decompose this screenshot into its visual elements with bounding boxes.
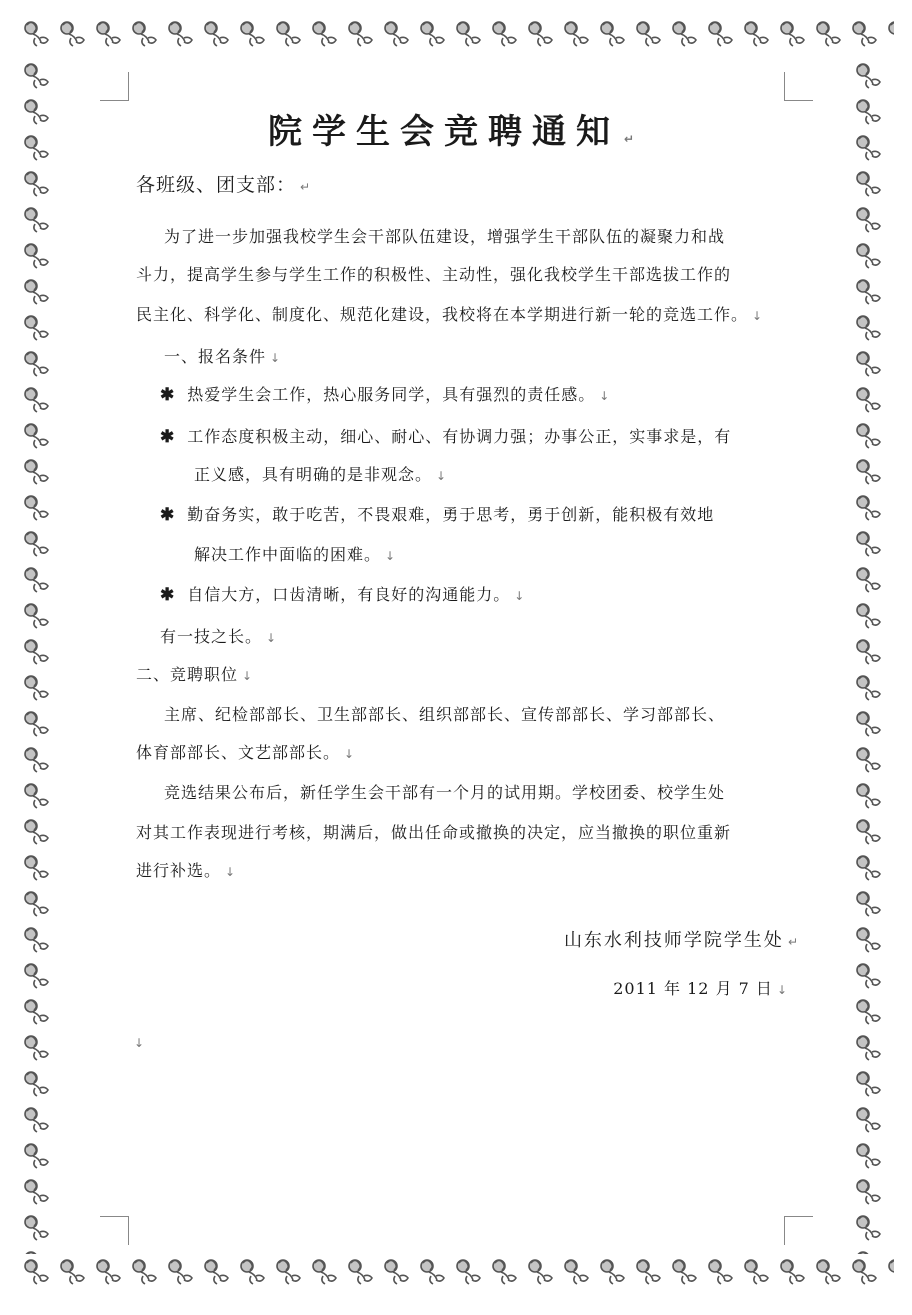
border-flower-icon [18,850,54,886]
border-flower-icon [850,1210,886,1246]
border-flower-icon [162,16,198,52]
border-flower-icon [18,706,54,742]
section-heading-positions [136,662,253,685]
salutation [136,170,311,197]
border-flower-icon [850,310,886,346]
border-flower-icon [18,382,54,418]
border-flower-icon [18,922,54,958]
closing-line: 对其工作表现进行考核，期满后，做出任命或撤换的决定，应当撤换的职位重新 [136,823,732,842]
paragraph-mark: ↵ [787,935,800,949]
border-flower-icon [738,16,774,52]
border-flower-icon [850,1066,886,1102]
condition-text: 解决工作中面临的困难。 [194,545,382,564]
border-flower-icon [414,16,450,52]
border-flower-icon [18,1246,54,1254]
border-flower-icon [594,16,630,52]
empty-paragraph-mark [130,1032,145,1051]
border-flower-icon [850,346,886,382]
border-flower-icon [18,202,54,238]
paragraph-mark: ↓ [225,865,237,879]
paragraph-mark: ↓ [752,309,764,323]
border-flower-icon [850,454,886,490]
border-flower-icon [702,1254,738,1290]
border-flower-icon [342,16,378,52]
border-flower-icon [198,1254,234,1290]
border-flower-icon [774,1254,810,1290]
border-flower-icon [18,886,54,922]
section-heading-conditions [164,344,281,367]
border-flower-icon [378,16,414,52]
border-flower-icon [18,742,54,778]
closing-line [136,858,236,881]
border-flower-icon [270,1254,306,1290]
condition-item [160,382,610,405]
border-flower-icon [198,16,234,52]
decorative-border-bottom [18,1254,894,1298]
crop-mark-bottom-right [784,1216,813,1245]
border-flower-icon [666,1254,702,1290]
paragraph-mark: ↓ [134,1036,146,1050]
intro-line [136,302,786,325]
border-flower-icon [18,634,54,670]
border-flower-icon [850,490,886,526]
border-flower-icon [850,418,886,454]
title-text: 院学生会竞聘通知 [267,112,620,152]
paragraph-mark: ↓ [599,389,611,403]
border-flower-icon [850,238,886,274]
border-flower-icon [90,1254,126,1290]
border-flower-icon [18,526,54,562]
positions-text: 体育部部长、文艺部部长。 [136,743,341,762]
border-flower-icon [18,1138,54,1174]
decorative-border-top [18,16,894,60]
border-flower-icon [850,562,886,598]
border-flower-icon [850,1246,886,1254]
border-flower-icon [234,16,270,52]
condition-text: 热爱学生会工作，热心服务同学，具有强烈的责任感。 [187,385,596,404]
border-flower-icon [234,1254,270,1290]
border-flower-icon [702,16,738,52]
border-flower-icon [126,1254,162,1290]
border-flower-icon [342,1254,378,1290]
border-flower-icon [882,16,894,52]
crop-mark-bottom-left [100,1216,129,1245]
border-flower-icon [18,1210,54,1246]
border-flower-icon [774,16,810,52]
border-flower-icon [850,166,886,202]
intro-line: 为了进一步加强我校学生会干部队伍建设，增强学生干部队伍的凝聚力和战 [164,227,726,246]
border-flower-icon [850,202,886,238]
border-flower-icon [414,1254,450,1290]
border-flower-icon [850,58,886,94]
border-flower-icon [850,598,886,634]
border-flower-icon [486,16,522,52]
border-flower-icon [850,958,886,994]
positions-line [136,740,355,763]
section-heading-text: 二、竞聘职位 [136,665,239,684]
border-flower-icon [18,994,54,1030]
border-flower-icon [18,166,54,202]
border-flower-icon [18,958,54,994]
border-flower-icon [558,1254,594,1290]
border-flower-icon [18,670,54,706]
document-title [0,104,912,153]
paragraph-mark: ↓ [514,589,526,603]
border-flower-icon [850,814,886,850]
border-flower-icon [810,1254,846,1290]
condition-text: 勤奋务实，敢于吃苦，不畏艰难，勇于思考，勇于创新，能积极有效地 [187,505,715,524]
border-flower-icon [18,1174,54,1210]
section-heading-text: 一、报名条件 [164,347,267,366]
border-flower-icon [666,16,702,52]
border-flower-icon [18,346,54,382]
border-flower-icon [18,1066,54,1102]
intro-line: 斗力，提高学生参与学生工作的积极性、主动性，强化我校学生干部选拔工作的 [136,265,732,284]
date-text: 2011 年 12 月 7 日 [613,979,773,998]
border-flower-icon [450,1254,486,1290]
border-flower-icon [630,16,666,52]
condition-item-continuation [194,542,396,565]
border-flower-icon [850,1174,886,1210]
border-flower-icon [90,16,126,52]
border-flower-icon [18,454,54,490]
condition-text: 正义感，具有明确的是非观念。 [194,465,433,484]
border-flower-icon [162,1254,198,1290]
paragraph-mark: ↓ [385,549,397,563]
border-flower-icon [846,1254,882,1290]
border-flower-icon [486,1254,522,1290]
border-flower-icon [18,1030,54,1066]
paragraph-mark: ↓ [270,351,282,365]
border-flower-icon [54,1254,90,1290]
border-flower-icon [18,814,54,850]
border-flower-icon [306,16,342,52]
closing-text: 进行补选。 [136,861,222,880]
border-flower-icon [306,1254,342,1290]
positions-line: 主席、纪检部部长、卫生部部长、组织部部长、宣传部部长、学习部部长、 [164,705,726,724]
border-flower-icon [630,1254,666,1290]
border-flower-icon [850,778,886,814]
border-flower-icon [54,16,90,52]
border-flower-icon [738,1254,774,1290]
date [613,976,788,999]
border-flower-icon [810,16,846,52]
condition-item [160,502,714,525]
border-flower-icon [18,418,54,454]
border-flower-icon [850,382,886,418]
bullet-icon: ✱ [160,585,176,605]
border-flower-icon [850,922,886,958]
paragraph-mark: ↓ [242,669,254,683]
border-flower-icon [18,274,54,310]
crop-mark-top-right [784,72,813,101]
border-flower-icon [126,16,162,52]
special-skill [160,624,277,647]
border-flower-icon [18,490,54,526]
paragraph-mark: ↓ [776,983,788,997]
paragraph-mark: ↵ [300,180,312,194]
border-flower-icon [18,238,54,274]
condition-item [160,582,525,605]
border-flower-icon [850,670,886,706]
paragraph-mark: ↵ [623,132,645,146]
paragraph-mark: ↓ [436,469,448,483]
border-flower-icon [270,16,306,52]
border-flower-icon [378,1254,414,1290]
bullet-icon: ✱ [160,427,176,447]
special-skill-text: 有一技之长。 [160,627,263,646]
border-flower-icon [18,1102,54,1138]
condition-text: 自信大方，口齿清晰，有良好的沟通能力。 [187,585,511,604]
border-flower-icon [850,1030,886,1066]
border-flower-icon [18,1254,54,1290]
border-flower-icon [850,1138,886,1174]
salutation-text: 各班级、团支部： [136,174,297,196]
bullet-icon: ✱ [160,385,176,405]
condition-text: 工作态度积极主动，细心、耐心、有协调力强；办事公正，实事求是，有 [187,427,732,446]
paragraph-mark: ↓ [344,747,356,761]
border-flower-icon [882,1254,894,1290]
border-flower-icon [558,16,594,52]
border-flower-icon [850,1102,886,1138]
border-flower-icon [18,562,54,598]
border-flower-icon [850,742,886,778]
border-flower-icon [850,706,886,742]
closing-line: 竞选结果公布后，新任学生会干部有一个月的试用期。学校团委、校学生处 [164,783,726,802]
border-flower-icon [450,16,486,52]
bullet-icon: ✱ [160,505,176,525]
border-flower-icon [18,58,54,94]
signature-text: 山东水利技师学院学生处 [563,930,784,951]
border-flower-icon [18,598,54,634]
border-flower-icon [18,310,54,346]
condition-item [160,424,731,447]
crop-mark-top-left [100,72,129,101]
border-flower-icon [846,16,882,52]
intro-line-text: 民主化、科学化、制度化、规范化建设，我校将在本学期进行新一轮的竞选工作。 [136,305,749,324]
border-flower-icon [850,634,886,670]
signature [564,926,800,952]
border-flower-icon [850,994,886,1030]
border-flower-icon [522,1254,558,1290]
decorative-border-right [850,58,894,1254]
border-flower-icon [594,1254,630,1290]
decorative-border-left [18,58,62,1254]
border-flower-icon [18,16,54,52]
condition-item-continuation [194,462,447,485]
border-flower-icon [850,274,886,310]
border-flower-icon [522,16,558,52]
border-flower-icon [18,778,54,814]
border-flower-icon [850,850,886,886]
border-flower-icon [850,886,886,922]
border-flower-icon [850,526,886,562]
paragraph-mark: ↓ [266,631,278,645]
